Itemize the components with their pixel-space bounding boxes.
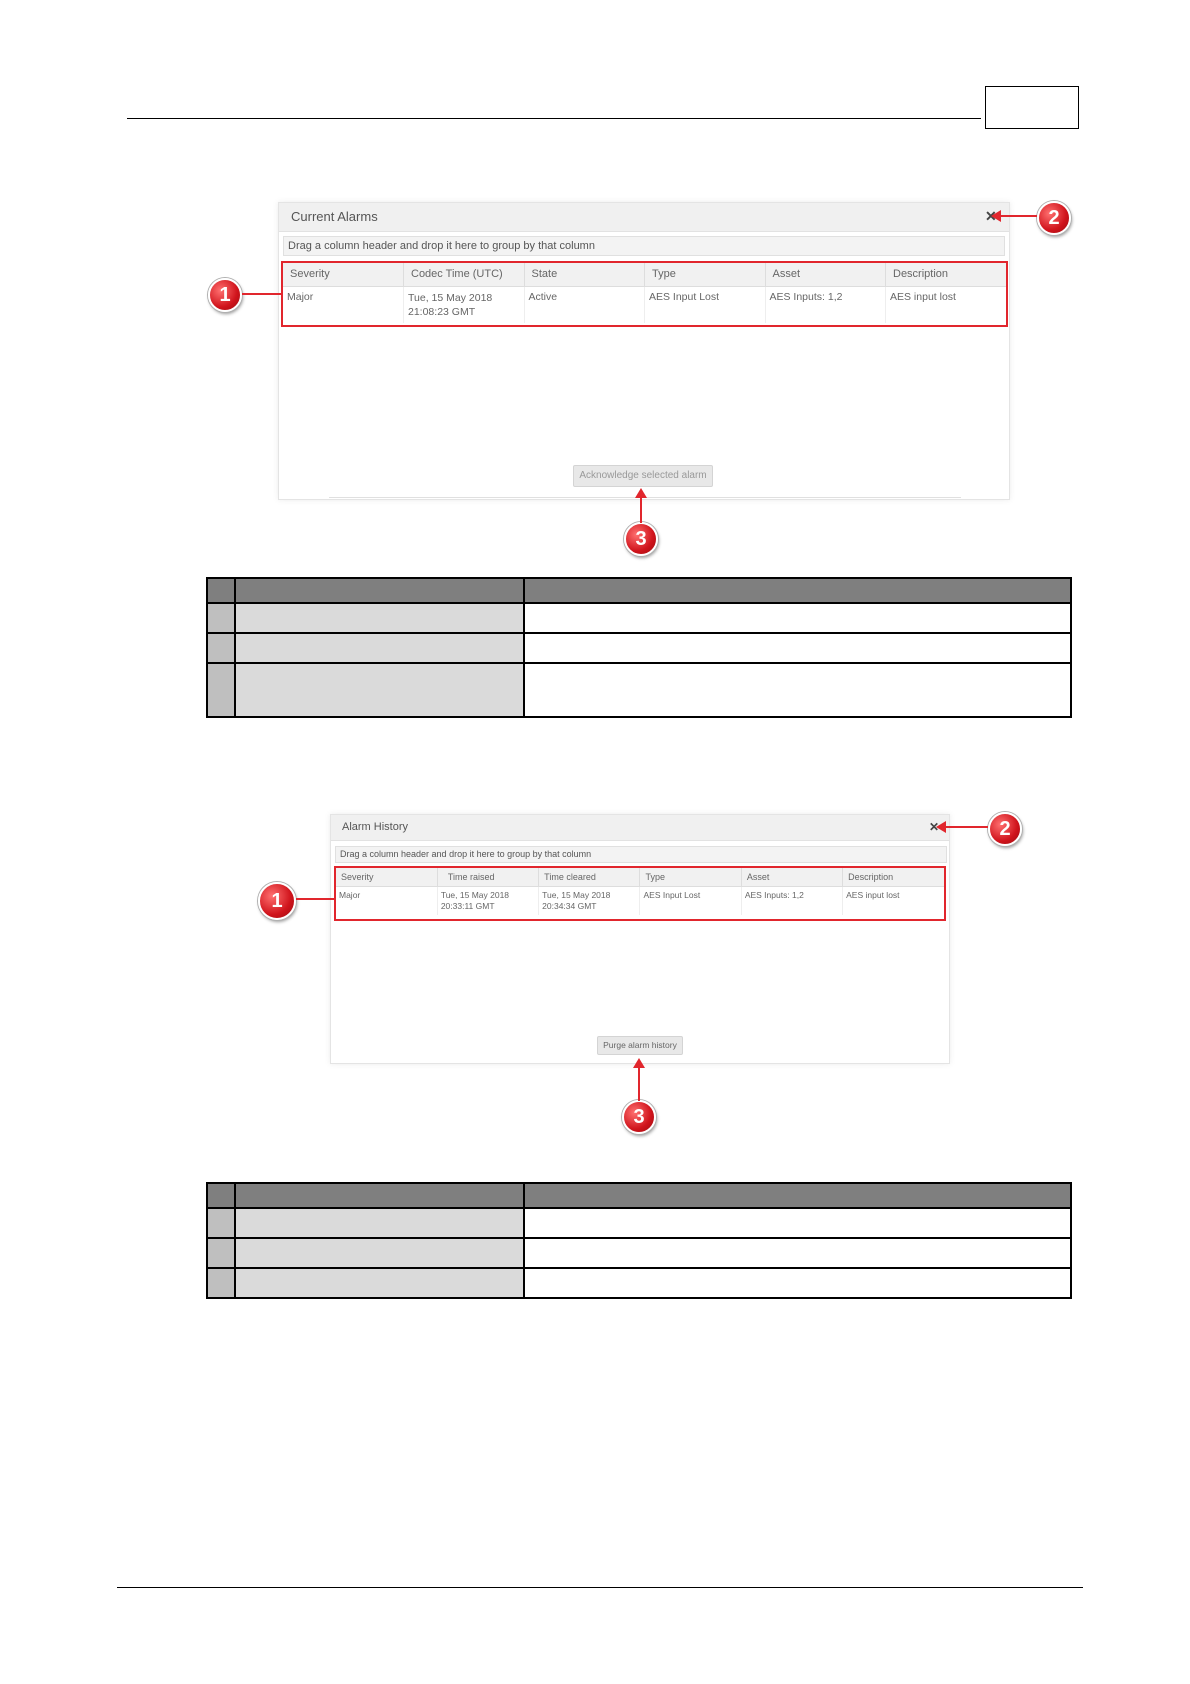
group-by-area[interactable] (335, 846, 947, 863)
callout-3-arrowhead (633, 1058, 645, 1068)
cell-severity: Major (336, 886, 437, 915)
cell-description: AES input lost (846, 889, 900, 900)
cell-time-cleared: Tue, 15 May 2018 20:34:34 GMT (539, 886, 640, 915)
callout-3-line (638, 1065, 640, 1101)
acknowledge-button[interactable]: Acknowledge selected alarm (573, 465, 713, 487)
callout-2-arrowhead (991, 210, 1001, 222)
column-header[interactable]: Severity (336, 868, 437, 886)
column-header[interactable]: Type (640, 868, 741, 886)
column-header[interactable]: Description (886, 263, 1007, 286)
alarm-history-grid (334, 866, 946, 921)
callout-3: 3 (624, 522, 658, 556)
alarm-history-dialog (330, 814, 950, 1064)
column-header[interactable]: Asset (765, 263, 886, 286)
legend-row (207, 1208, 1071, 1238)
close-icon[interactable]: ✕ (929, 820, 940, 834)
callout-2-line (1000, 215, 1037, 217)
column-header[interactable]: Severity (283, 263, 404, 286)
callout-3-line (640, 497, 642, 523)
dialog-title: Current Alarms (291, 209, 378, 224)
legend-table-alarm-history (206, 1182, 1072, 1299)
column-header[interactable]: Description (843, 868, 944, 886)
purge-history-button[interactable]: Purge alarm history (597, 1036, 683, 1055)
dialog-titlebar (331, 815, 949, 841)
legend-table-current-alarms (206, 577, 1072, 718)
group-by-area[interactable] (283, 236, 1005, 256)
column-header[interactable]: Time raised (437, 868, 538, 886)
legend-header-row (207, 578, 1071, 603)
cell-state: Active (524, 286, 645, 323)
column-header[interactable]: State (524, 263, 645, 286)
cell-codec-time: Tue, 15 May 2018 21:08:23 GMT (404, 286, 525, 323)
current-alarms-dialog (278, 202, 1010, 500)
dialog-title: Alarm History (342, 821, 409, 833)
page-number-box (985, 86, 1079, 129)
current-alarms-grid (281, 261, 1008, 327)
callout-3: 3 (622, 1100, 656, 1134)
cell-severity: Major (283, 286, 404, 323)
callout-2: 2 (1037, 201, 1071, 235)
callout-1: 1 (258, 882, 296, 920)
table-row[interactable] (283, 286, 1006, 323)
callout-1: 1 (208, 278, 242, 312)
legend-row (207, 1238, 1071, 1268)
callout-2: 2 (988, 812, 1022, 846)
cell-asset: AES Inputs: 1,2 (741, 886, 842, 915)
column-header[interactable]: Codec Time (UTC) (404, 263, 525, 286)
column-header[interactable]: Asset (741, 868, 842, 886)
column-header[interactable]: Type (645, 263, 766, 286)
cell-time-raised: Tue, 15 May 2018 20:33:11 GMT (437, 886, 538, 915)
column-header[interactable]: Time cleared (539, 868, 640, 886)
table-row[interactable] (336, 886, 944, 915)
header-rule (127, 118, 981, 119)
legend-row (207, 603, 1071, 633)
group-by-hint: Drag a column header and drop it here to group by that column (340, 849, 592, 859)
legend-row (207, 633, 1071, 663)
callout-1-line (296, 898, 334, 900)
cell-type: AES Input Lost (645, 286, 766, 323)
close-icon[interactable]: ✕ (985, 208, 997, 224)
dialog-titlebar (279, 203, 1009, 232)
callout-1-line (242, 293, 281, 295)
legend-header-row (207, 1183, 1071, 1208)
callout-2-arrowhead (936, 821, 946, 833)
callout-3-arrowhead (635, 488, 647, 498)
cell-asset: AES Inputs: 1,2 (765, 286, 886, 323)
callout-2-line (946, 826, 988, 828)
legend-row (207, 1268, 1071, 1298)
cell-type: AES Input Lost (640, 886, 741, 915)
group-by-hint: Drag a column header and drop it here to group by that column (288, 240, 595, 252)
cell-description: AES input lost (890, 290, 956, 303)
legend-row (207, 663, 1071, 717)
footer-rule (117, 1587, 1083, 1588)
